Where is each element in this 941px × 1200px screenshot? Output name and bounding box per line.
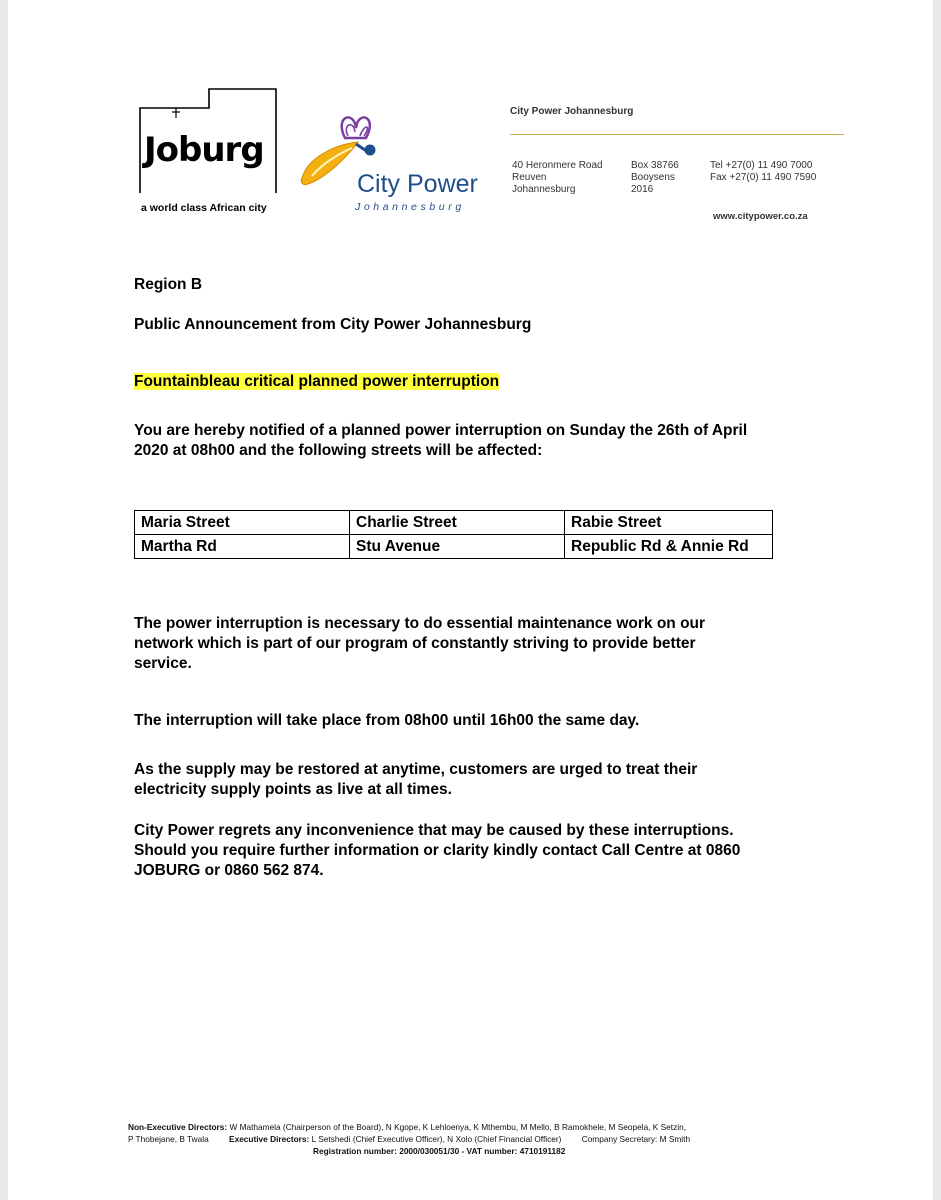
footer-exec-list: L Setshedi (Chief Executive Officer), N Xolo (Chief Financial Officer): [311, 1134, 562, 1144]
affected-streets-table: [134, 510, 773, 559]
street-cell: Stu Avenue: [350, 535, 565, 559]
joburg-tagline: a world class African city: [141, 202, 267, 214]
header-rule: [510, 134, 844, 135]
contact-paragraph: City Power regrets any inconvenience that may be caused by these interruptions. Should you require further information or clarity kindly contact Call Centre at 0860 JOBURG or 0860 562 874.: [134, 822, 741, 879]
subject-line: [134, 373, 499, 391]
joburg-logo-text: Joburg: [144, 130, 264, 170]
street-cell: Maria Street: [135, 511, 350, 535]
document-page: [8, 0, 933, 1200]
footer-ned-line: [128, 1122, 686, 1132]
subject-highlight: Fountainbleau critical planned power interruption: [134, 373, 500, 390]
table-row: [135, 511, 773, 535]
header-website-link[interactable]: www.citypower.co.za: [713, 211, 808, 222]
footer-ned-label: Non-Executive Directors:: [128, 1122, 228, 1132]
citypower-logo-sub: Johannesburg: [355, 201, 465, 213]
street-cell: Republic Rd & Annie Rd: [565, 535, 773, 559]
header-phone-numbers: Tel +27(0) 11 490 7000 Fax +27(0) 11 490 7590: [710, 160, 817, 183]
header-company-name: City Power Johannesburg: [510, 106, 634, 117]
footer-exec-line: [128, 1134, 690, 1144]
footer-ned-list-cont: P Thobejane, B Twala: [128, 1134, 209, 1144]
header-address: 40 Heronmere Road Reuven Johannesburg: [512, 160, 603, 195]
times-paragraph: The interruption will take place from 08h00 until 16h00 the same day.: [134, 712, 640, 729]
citypower-logo-name: City Power: [357, 170, 478, 198]
intro-paragraph: You are hereby notified of a planned power interruption on Sunday the 26th of April 2020 at 08h00 and the following streets will be affected:: [134, 422, 748, 459]
footer-ned-list: W Mathamela (Chairperson of the Board), N Kgope, K Lehloenya, K Mthembu, M Mello, B Ramokhele, M Seopela, K Setzin,: [229, 1122, 687, 1132]
announcement-heading: Public Announcement from City Power Johannesburg: [134, 316, 532, 333]
safety-paragraph: As the supply may be restored at anytime, customers are urged to treat their electricity supply points as live at all times.: [134, 761, 698, 798]
footer-registration: Registration number: 2000/030051/30 - VAT number: 4710191182: [313, 1146, 566, 1156]
street-cell: Rabie Street: [565, 511, 773, 535]
footer-exec-label: Executive Directors:: [229, 1134, 310, 1144]
footer-secretary: Company Secretary: M Smith: [581, 1134, 691, 1144]
reason-paragraph: The power interruption is necessary to do essential maintenance work on our network which is part of our program of constantly striving to provide better service.: [134, 615, 706, 672]
street-cell: Charlie Street: [350, 511, 565, 535]
table-row: [135, 535, 773, 559]
region-heading: Region B: [134, 276, 203, 293]
street-cell: Martha Rd: [135, 535, 350, 559]
header-postal-box: Box 38766 Booysens 2016: [631, 160, 679, 195]
